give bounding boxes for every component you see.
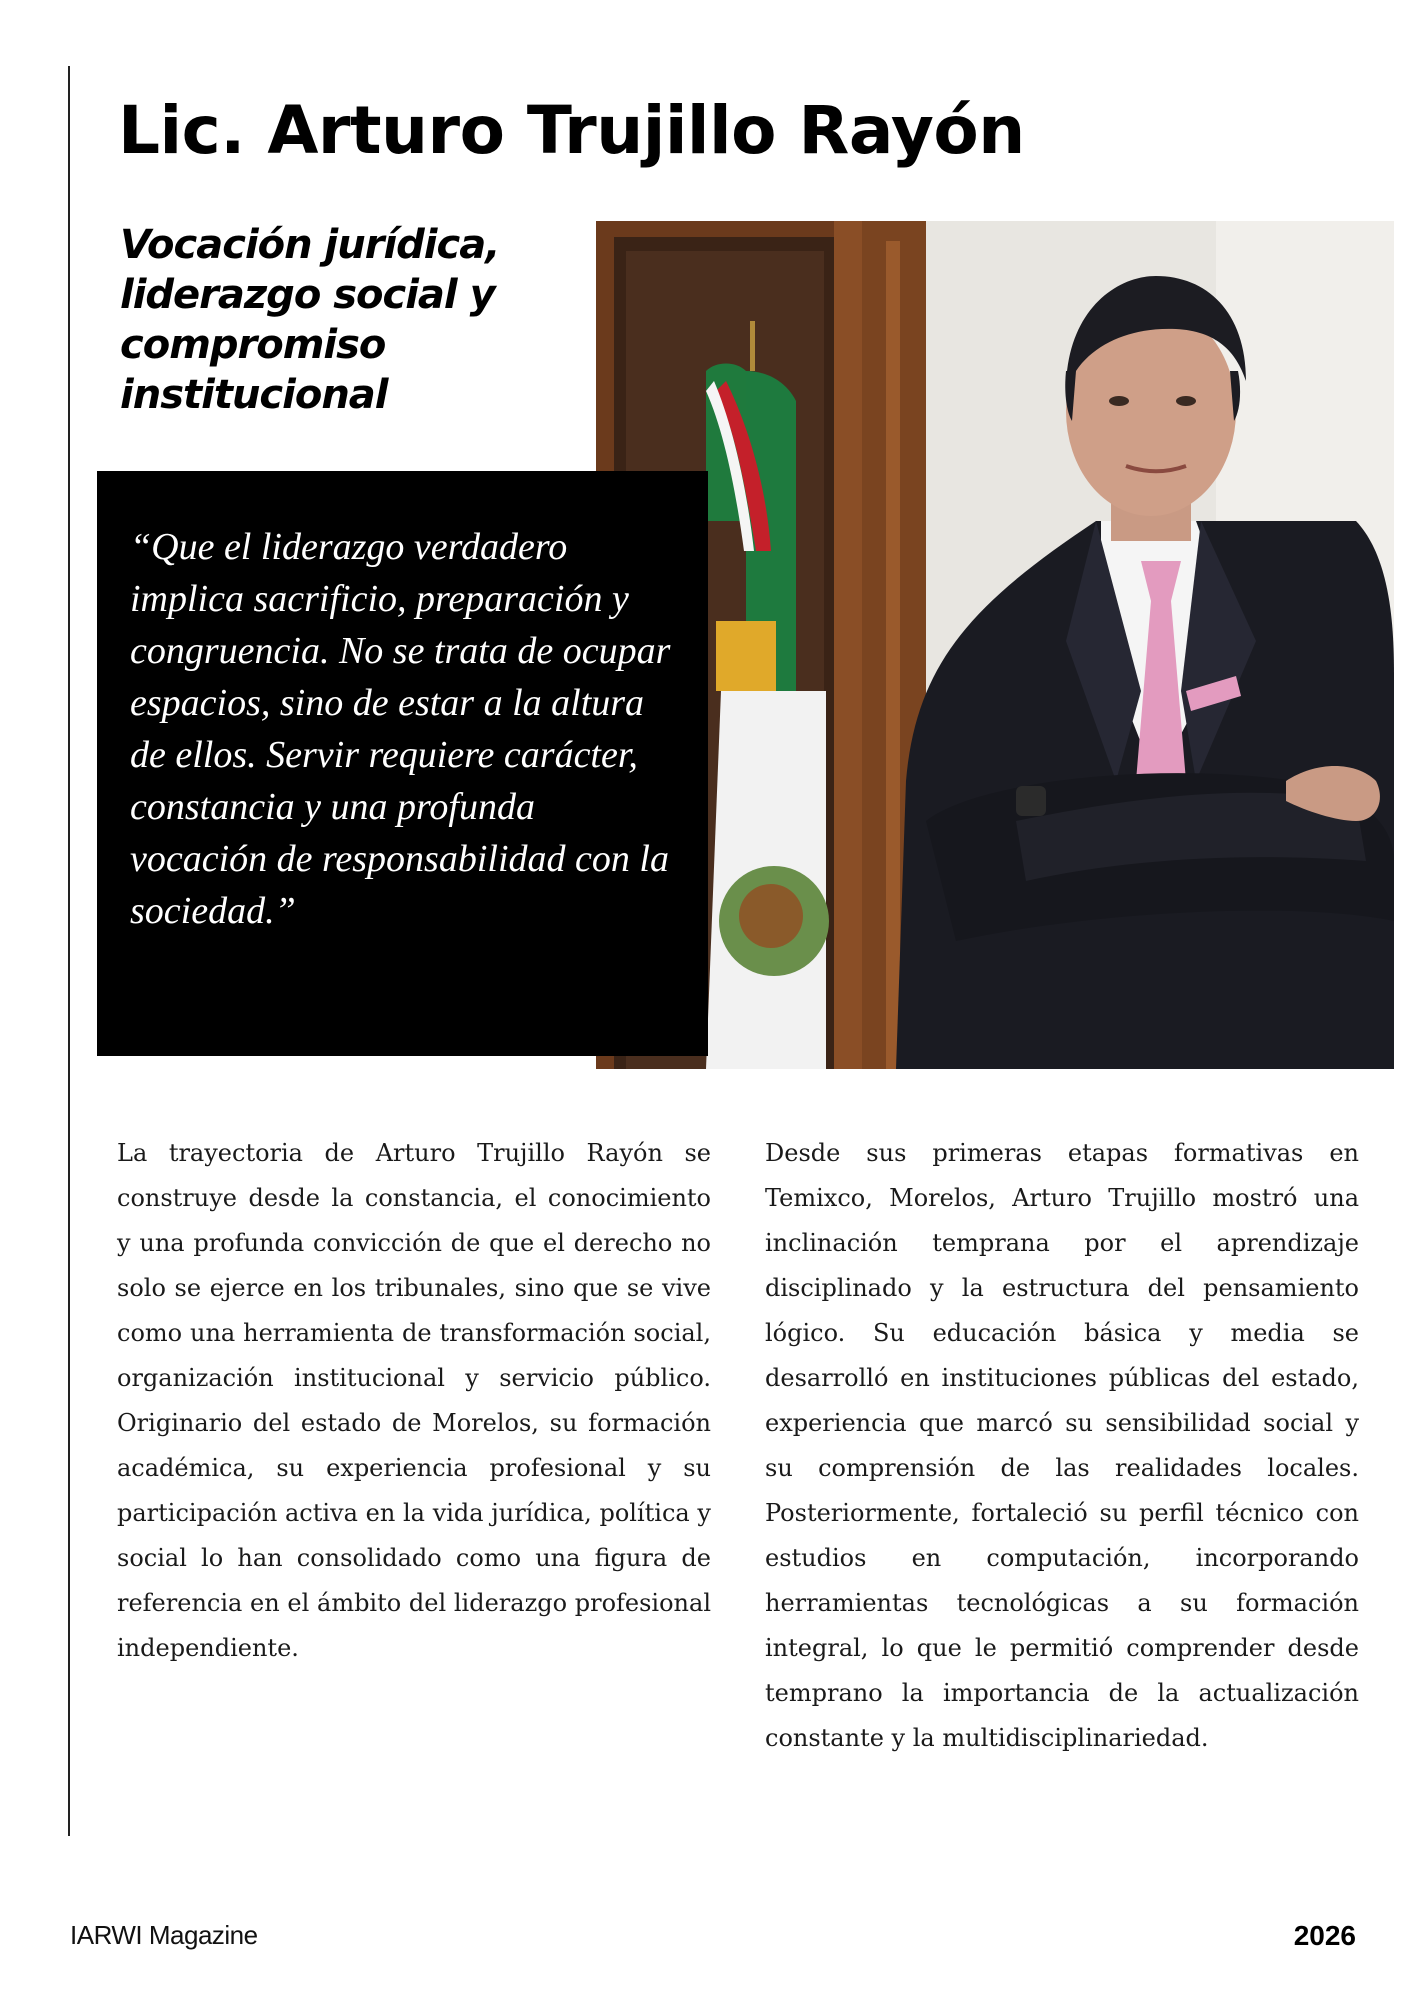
article-title: Lic. Arturo Trujillo Rayón — [118, 92, 1025, 169]
body-column-left: La trayectoria de Arturo Trujillo Rayón se construye desde la constancia, el conocimiento y una profunda convicción de que el derecho no solo se ejerce en los tribunales, sino que se vive como una herramienta de transformación social, organización institucional y servicio público. Originario del estado de Morelos, su formación académica, su experiencia profesional y su participación activa en la vida jurídica, política y social lo han consolidado como una figura de referencia en el ámbito del liderazgo profesional independiente. — [117, 1139, 711, 1662]
vertical-rule — [68, 66, 70, 1836]
body-column-right: Desde sus primeras etapas formativas en Temixco, Morelos, Arturo Trujillo mostró una inclinación temprana por el aprendizaje disciplinado y la estructura del pensamiento lógico. Su educación básica y media se desarrolló en instituciones públicas del estado, experiencia que marcó su sensibilidad social y su comprensión de las realidades locales. Posteriormente, fortaleció su perfil técnico con estudios en computación, incorporando herramientas tecnológicas a su formación integral, lo que le permitió comprender desde temprano la importancia de la actualización constante y la multidisciplinariedad. — [765, 1139, 1359, 1752]
article-subtitle: Vocación jurídica, liderazgo social y compromiso institucional — [120, 222, 500, 418]
portrait-photo — [596, 221, 1394, 1069]
footer-year: 2026 — [1293, 1920, 1356, 1951]
pull-quote-text: “Que el liderazgo verdadero implica sacrificio, preparación y congruencia. No se trata de ocupar espacios, sino de estar a la altura de ellos. Servir requiere carácter, constancia y una profunda vocación de responsabilidad con la sociedad.” — [130, 526, 671, 932]
pull-quote — [97, 471, 708, 1056]
footer-publication: IARWI Magazine — [70, 1920, 258, 1950]
